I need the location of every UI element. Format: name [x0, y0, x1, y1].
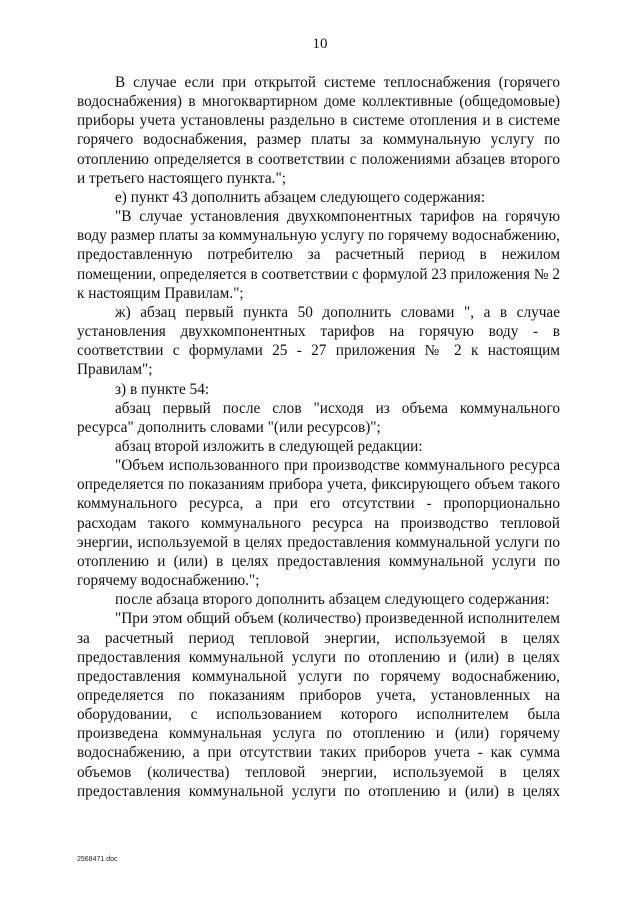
paragraph-two-component-tariffs: "В случае установления двухкомпонентных тарифов на горячую воду размер платы за коммунальную услугу по горячему водоснабжению, предоставленную потребителю за расчетный период в нежилом помещении, определяется в соответствии с формулой 23 приложения № 2 к настоящим Правилам.";	[77, 208, 560, 302]
paragraph-item-zh: ж) абзац первый пункта 50 дополнить словами ", а в случае установления двухкомпонентных тарифов на горячую воду - в соответствии с формулами 25 - 27 приложения № 2 к настоящим Правилам";	[77, 303, 560, 379]
document-body	[77, 73, 560, 801]
paragraph-item-e: е) пункт 43 дополнить абзацем следующего содержания:	[115, 188, 486, 206]
paragraph-resource-volume: "Объем использованного при производстве коммунального ресурса определяется по показаниям прибора учета, фиксирующего объем такого коммунального ресурса, а при его отсутствии - пропорционально расходам такого коммунального ресурса на производство тепловой энергии, используемой в целях предоставления коммунальной услуги по отоплению и (или) в целях предоставления коммунальной услуги по горячему водоснабжению.";	[77, 457, 560, 590]
document-footer-filename: 2568471.doc	[77, 856, 118, 863]
paragraph-second-abzac: абзац второй изложить в следующей редакции:	[115, 437, 423, 455]
page-number: 10	[312, 36, 328, 52]
paragraph-total-volume: "При этом общий объем (количество) произведенной исполнителем за расчетный период тепловой энергии, используемой в целях предоставления коммунальной услуги по отоплению и (или) в целях предоставления коммунальной услуги по горячему водоснабжению, определяется по показаниям приборов учета, установленных на оборудовании, с использованием которого исполнителем была произведена коммунальная услуга по отоплению и (или) горячему водоснабжению, а при отсутствии таких приборов учета - как сумма объемов (количества) тепловой энергии, используемой в целях предоставления коммунальной услуги по отоплению и (или) в целях	[77, 610, 560, 800]
paragraph-open-system: В случае если при открытой системе теплоснабжения (горячего водоснабжения) в многоквартирном доме коллективные (общедомовые) приборы учета установлены раздельно в системе отопления и в системе горячего водоснабжения, размер платы за коммунальную услугу по отоплению определяется в соответствии с положениями абзацев второго и третьего настоящего пункта.";	[77, 74, 560, 187]
paragraph-item-z: з) в пункте 54:	[115, 380, 210, 398]
paragraph-after-second: после абзаца второго дополнить абзацем следующего содержания:	[115, 591, 550, 609]
paragraph-first-abzac: абзац первый после слов "исходя из объема коммунального ресурса" дополнить словами "(или ресурсов)";	[77, 399, 560, 436]
